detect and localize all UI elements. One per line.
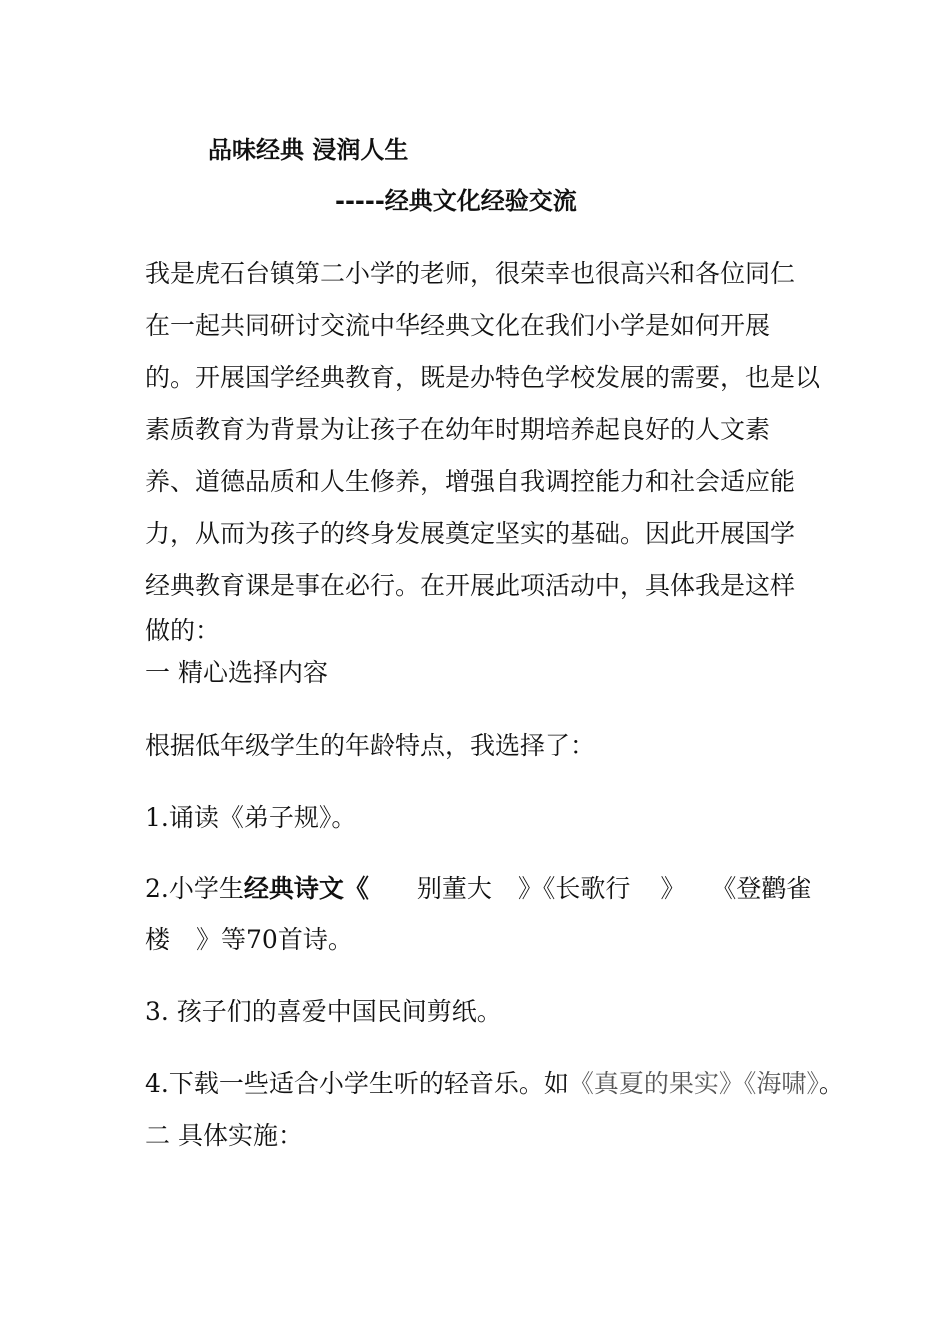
item4-music-titles: 《真夏的果实》《海啸》: [568, 1069, 819, 1098]
intro-line: 素质教育为背景为让孩子在幼年时期培养起良好的人文素: [145, 415, 771, 444]
intro-line: 的。开展国学经典教育，既是办特色学校发展的需要，也是以: [145, 363, 821, 392]
item2-bold-text: 经典诗文《: [243, 874, 369, 903]
document-title: 品味经典 浸润人生: [208, 136, 409, 164]
item2-poem-2: 》《长歌行: [517, 874, 631, 903]
document-subtitle: -----经典文化经验交流: [335, 187, 577, 215]
item2-prefix: 2.小学生: [145, 874, 244, 903]
list-item-4: [145, 1064, 844, 1104]
list-item-2: [145, 869, 811, 909]
item2-suffix: 》等70首诗。: [196, 925, 353, 954]
intro-line: 养、道德品质和人生修养，增强自我调控能力和社会适应能: [145, 467, 796, 496]
item2-line2-start: 楼: [145, 925, 171, 954]
list-item-2-cont: [145, 920, 353, 960]
intro-line: 力，从而为孩子的终身发展奠定坚实的基础。因此开展国学: [145, 519, 796, 548]
section-heading-2: 二 具体实施：: [145, 1121, 303, 1150]
intro-line: 我是虎石台镇第二小学的老师，很荣幸也很高兴和各位同仁: [145, 259, 796, 288]
item2-poem-1: 别董大: [416, 874, 492, 903]
section-heading-1: 一 精心选择内容: [145, 658, 328, 687]
item2-close: 》: [660, 874, 686, 903]
intro-line: 在一起共同研讨交流中华经典文化在我们小学是如何开展: [145, 311, 771, 340]
item4-end: 。: [818, 1069, 844, 1098]
item4-prefix: 4.下载一些适合小学生听的轻音乐。如: [145, 1069, 569, 1098]
list-item-3: 3. 孩子们的喜爱中国民间剪纸。: [145, 997, 502, 1026]
item2-poem-3: 《登鹳雀: [711, 874, 812, 903]
selection-intro: 根据低年级学生的年龄特点，我选择了：: [145, 731, 596, 760]
intro-line: 经典教育课是事在必行。在开展此项活动中，具体我是这样: [145, 571, 796, 600]
list-item-1: 1.诵读《弟子规》。: [145, 803, 357, 832]
intro-line: 做的：: [145, 616, 221, 645]
